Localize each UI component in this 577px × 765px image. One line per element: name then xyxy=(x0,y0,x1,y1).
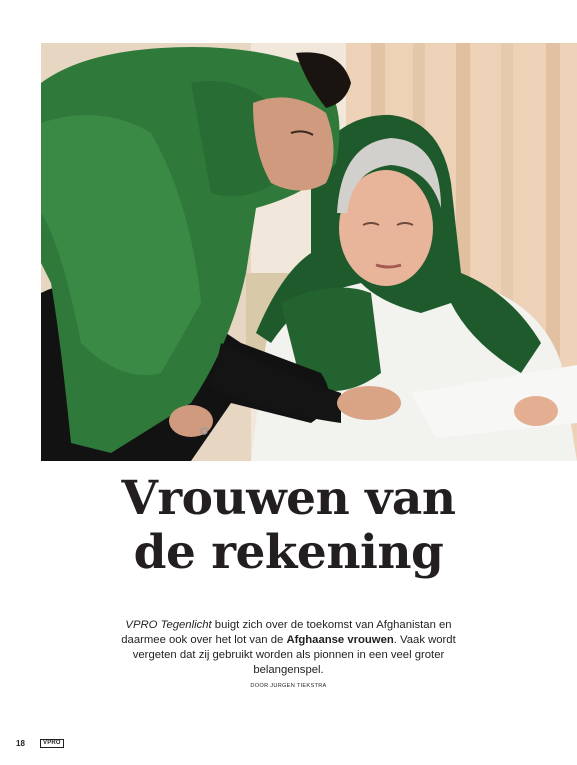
intro-source: VPRO Tegenlicht xyxy=(125,619,212,631)
article-headline xyxy=(0,472,577,580)
headline-line-1: Vrouwen van xyxy=(121,471,456,526)
headline-line-2: de rekening xyxy=(133,525,444,580)
article-intro xyxy=(110,618,467,678)
article-photo xyxy=(41,43,577,461)
intro-text-1: buigt zich over de toekomst van Afghanistan en daarmee ook over het lot van de xyxy=(121,619,452,646)
photo-two-women-reading-document xyxy=(41,43,577,461)
article-byline: DOOR JURGEN TIEKSTRA xyxy=(250,683,327,689)
intro-emphasis: Afghaanse vrouwen xyxy=(286,634,394,646)
intro-text-2: . Vaak wordt vergeten dat zij gebruikt worden als pionnen in een veel groter belangenspel. xyxy=(132,634,456,676)
page-number: 18 xyxy=(16,739,25,748)
magazine-logo: VPRO xyxy=(40,739,64,748)
